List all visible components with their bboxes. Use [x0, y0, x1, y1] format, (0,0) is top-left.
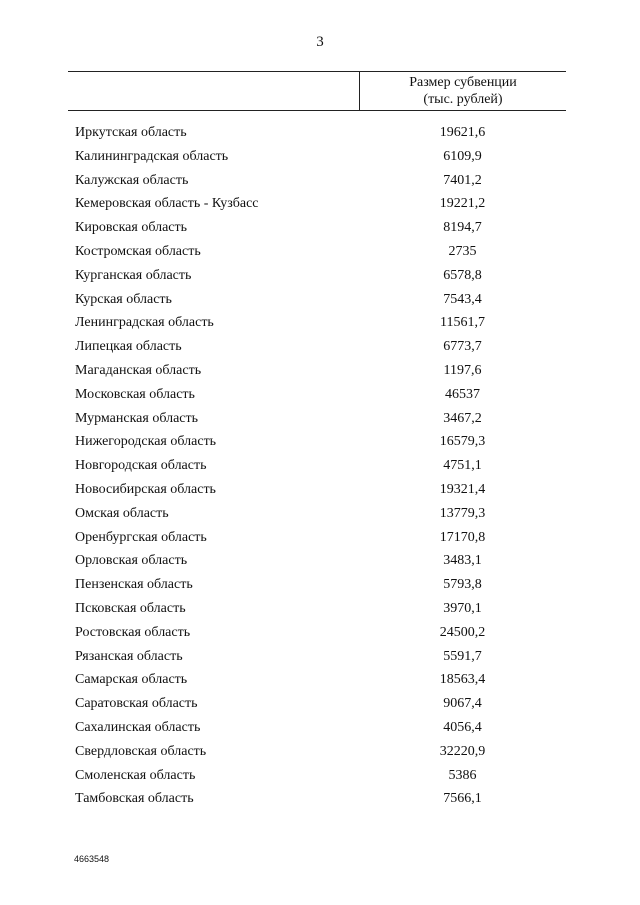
- subsidy-amount: 7401,2: [443, 172, 482, 188]
- region-name: Омская область: [75, 505, 169, 521]
- region-name: Ростовская область: [75, 624, 191, 640]
- subsidy-amount: 18563,4: [439, 672, 486, 688]
- subsidy-amount: 4751,1: [443, 458, 482, 474]
- subsidy-amount: 13779,3: [439, 505, 486, 521]
- subsidy-amount: 5793,8: [443, 577, 482, 593]
- table-row: [0, 216, 640, 240]
- region-name: Сахалинская область: [75, 719, 201, 735]
- table-row: [0, 383, 640, 407]
- subsidy-amount: 7543,4: [443, 291, 482, 307]
- subsidy-amount: 9067,4: [443, 696, 482, 712]
- table-row: [0, 716, 640, 740]
- subsidy-amount: 6109,9: [443, 148, 482, 164]
- table-row: [0, 526, 640, 550]
- region-name: Московская область: [75, 386, 195, 402]
- subsidy-amount: 8194,7: [443, 220, 482, 236]
- region-name: Новосибирская область: [75, 481, 216, 497]
- amount-column-header-line2: (тыс. рублей): [423, 92, 503, 107]
- table-row: [0, 145, 640, 169]
- table-row: [0, 430, 640, 454]
- region-name: Курганская область: [75, 267, 192, 283]
- subsidy-amount: 5386: [448, 767, 477, 783]
- table-row: [0, 121, 640, 145]
- region-name: Тамбовская область: [75, 791, 194, 807]
- subsidy-amount: 19621,6: [439, 125, 486, 140]
- region-name: Магаданская область: [75, 362, 202, 378]
- region-name: Иркутская область: [75, 125, 187, 140]
- subsidy-amount: 32220,9: [439, 743, 486, 759]
- subsidy-amount: 5591,7: [443, 648, 482, 664]
- subsidy-amount: 6773,7: [443, 339, 482, 355]
- table-row: [0, 478, 640, 502]
- table-row: [0, 764, 640, 788]
- subsidy-amount: 3970,1: [443, 600, 482, 616]
- region-name: Пензенская область: [75, 577, 193, 593]
- table-row: [0, 407, 640, 431]
- page-number: 3: [316, 34, 324, 50]
- region-name: Рязанская область: [75, 648, 183, 664]
- table-row: [0, 454, 640, 478]
- region-name: Калининградская область: [75, 148, 229, 164]
- table-row: [0, 549, 640, 573]
- region-name: Кировская область: [75, 220, 188, 236]
- region-name: Орловская область: [75, 553, 188, 569]
- table-header: [68, 71, 566, 111]
- region-name: Костромская область: [75, 243, 201, 259]
- subsidy-amount: 46537: [445, 386, 480, 402]
- region-name: Липецкая область: [75, 339, 182, 355]
- table-row: [0, 740, 640, 764]
- region-name: Мурманская область: [75, 410, 199, 426]
- table-row: [0, 240, 640, 264]
- amount-column-header-line1: Размер субвенции: [409, 75, 517, 90]
- region-name: Саратовская область: [75, 696, 198, 712]
- table-row: [0, 597, 640, 621]
- subsidy-amount: 6578,8: [443, 267, 482, 283]
- table-row: [0, 288, 640, 312]
- region-name: Новгородская область: [75, 458, 207, 474]
- subsidy-amount: 4056,4: [443, 719, 482, 735]
- table-row: [0, 264, 640, 288]
- table-row: [0, 192, 640, 216]
- subsidy-amount: 17170,8: [439, 529, 486, 545]
- subsidy-amount: 7566,1: [443, 791, 482, 807]
- region-name: Свердловская область: [75, 743, 207, 759]
- region-name: Смоленская область: [75, 767, 196, 783]
- table-row: [0, 169, 640, 193]
- subsidy-amount: 2735: [448, 243, 477, 259]
- subsidy-amount: 3483,1: [443, 553, 482, 569]
- document-id: 4663548: [74, 854, 110, 864]
- region-name: Самарская область: [75, 672, 188, 688]
- table-row: [0, 335, 640, 359]
- subsidy-amount: 3467,2: [443, 410, 482, 426]
- region-name: Калужская область: [75, 172, 189, 188]
- region-name: Ленинградская область: [75, 315, 214, 331]
- region-name: Псковская область: [75, 600, 186, 616]
- region-name: Нижегородская область: [75, 434, 217, 450]
- table-row: [0, 502, 640, 526]
- region-name: Кемеровская область - Кузбасс: [75, 196, 259, 212]
- region-name: Оренбургская область: [75, 529, 207, 545]
- subsidy-amount: 16579,3: [439, 434, 486, 450]
- table-row: [0, 573, 640, 597]
- subsidy-amount: 19221,2: [439, 196, 486, 212]
- table-row: [0, 668, 640, 692]
- subsidy-amount: 19321,4: [439, 481, 486, 497]
- table-row: [0, 787, 640, 811]
- subsidy-table-body: [0, 121, 640, 811]
- table-row: [0, 311, 640, 335]
- subsidy-amount: 1197,6: [443, 362, 482, 378]
- table-row: [0, 621, 640, 645]
- table-row: [0, 645, 640, 669]
- subsidy-amount: 11561,7: [440, 315, 485, 331]
- amount-column-header: [360, 74, 566, 108]
- table-row: [0, 359, 640, 383]
- subsidy-amount: 24500,2: [439, 624, 486, 640]
- region-name: Курская область: [75, 291, 172, 307]
- table-row: [0, 692, 640, 716]
